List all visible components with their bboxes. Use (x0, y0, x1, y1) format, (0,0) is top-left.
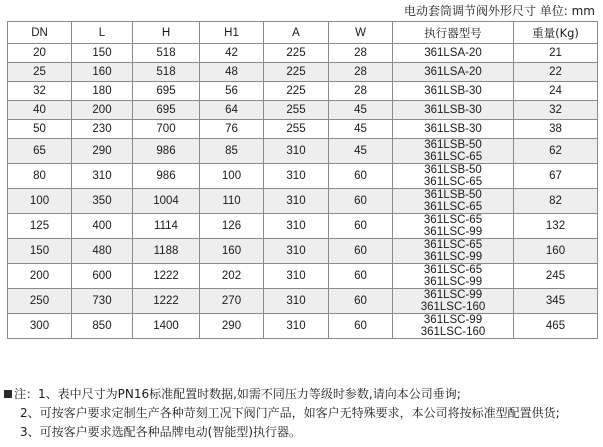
cell-a: 225 (264, 82, 329, 101)
header-w: W (329, 22, 393, 44)
cell-h1: 290 (200, 314, 264, 339)
cell-a: 225 (264, 63, 329, 82)
cell-w: 60 (329, 264, 393, 289)
cell-a: 310 (264, 314, 329, 339)
cell-a: 225 (264, 44, 329, 63)
cell-a: 310 (264, 264, 329, 289)
actuator-model-line: 361LSB-50 (424, 189, 482, 201)
actuator-model-line: 361LSB-50 (424, 139, 482, 151)
actuator-model-line: 361LSC-65 (423, 264, 483, 276)
table-row (8, 120, 598, 139)
note-line-2 (4, 404, 600, 423)
cell-a: 310 (264, 214, 329, 239)
actuator-model-line: 361LSC-65 (423, 214, 483, 226)
actuator-model-line: 361LSC-65 (423, 201, 483, 213)
actuator-model-line: 361LSC-160 (420, 326, 486, 338)
cell-l: 230 (72, 120, 133, 139)
cell-actuator-model (393, 189, 514, 214)
cell-h1: 42 (200, 44, 264, 63)
table-row (8, 63, 598, 82)
cell-w: 45 (329, 120, 393, 139)
header-h: H (133, 22, 200, 44)
cell-weight: 62 (514, 139, 598, 164)
cell-dn: 40 (8, 101, 72, 120)
cell-h1: 76 (200, 120, 264, 139)
cell-weight: 22 (514, 63, 598, 82)
cell-actuator-model (393, 120, 514, 139)
cell-h1: 160 (200, 239, 264, 264)
cell-w: 60 (329, 239, 393, 264)
cell-dn: 125 (8, 214, 72, 239)
cell-h: 1222 (133, 289, 200, 314)
actuator-model-line: 361LSC-65 (423, 151, 483, 163)
cell-actuator-model (393, 101, 514, 120)
cell-h1: 126 (200, 214, 264, 239)
actuator-model-line: 361LSC-99 (423, 251, 483, 263)
table-body (8, 44, 598, 339)
cell-l: 290 (72, 139, 133, 164)
cell-h1: 64 (200, 101, 264, 120)
square-bullet-icon (4, 390, 12, 398)
header-h1: H1 (200, 22, 264, 44)
cell-a: 310 (264, 164, 329, 189)
cell-l: 150 (72, 44, 133, 63)
cell-l: 600 (72, 264, 133, 289)
cell-dn: 300 (8, 314, 72, 339)
cell-l: 850 (72, 314, 133, 339)
cell-w: 45 (329, 101, 393, 120)
note-line-1 (4, 385, 600, 404)
table-row (8, 214, 598, 239)
cell-l: 180 (72, 82, 133, 101)
actuator-model-line: 361LSA-20 (424, 66, 482, 78)
actuator-model-line: 361LSB-30 (424, 123, 482, 135)
cell-w: 60 (329, 289, 393, 314)
actuator-model-line: 361LSC-65 (423, 176, 483, 188)
cell-actuator-model (393, 82, 514, 101)
cell-actuator-model (393, 63, 514, 82)
cell-l: 730 (72, 289, 133, 314)
cell-a: 310 (264, 189, 329, 214)
cell-l: 310 (72, 164, 133, 189)
cell-dn: 150 (8, 239, 72, 264)
cell-h1: 85 (200, 139, 264, 164)
actuator-model-line: 361LSC-99 (423, 289, 483, 301)
actuator-model-line: 361LSC-99 (423, 226, 483, 238)
table-row (8, 314, 598, 339)
cell-w: 60 (329, 164, 393, 189)
cell-actuator-model (393, 289, 514, 314)
cell-weight: 67 (514, 164, 598, 189)
cell-a: 310 (264, 289, 329, 314)
cell-weight: 245 (514, 264, 598, 289)
cell-weight: 160 (514, 239, 598, 264)
cell-dn: 80 (8, 164, 72, 189)
cell-weight: 38 (514, 120, 598, 139)
table-row (8, 101, 598, 120)
table-header (8, 22, 598, 44)
cell-a: 255 (264, 101, 329, 120)
cell-h: 1400 (133, 314, 200, 339)
cell-l: 160 (72, 63, 133, 82)
cell-dn: 100 (8, 189, 72, 214)
table-caption: 电动套筒调节阀外形尺寸 单位: mm (403, 4, 595, 18)
header-actuator-model: 执行器型号 (393, 22, 514, 44)
cell-dn: 250 (8, 289, 72, 314)
note-text-3: 3、可按客户要求选配各种品牌电动(智能型)执行器。 (20, 425, 302, 439)
cell-weight: 465 (514, 314, 598, 339)
table-row (8, 189, 598, 214)
table-row (8, 44, 598, 63)
note-text-2: 2、可按客户要求定制生产各种苛刻工况下阀门产品，如客户无特殊要求，本公司将按标准型配置供货; (20, 406, 560, 420)
cell-h: 518 (133, 63, 200, 82)
cell-dn: 200 (8, 264, 72, 289)
header-a: A (264, 22, 329, 44)
cell-weight: 21 (514, 44, 598, 63)
cell-actuator-model (393, 239, 514, 264)
header-l: L (72, 22, 133, 44)
cell-actuator-model (393, 164, 514, 189)
cell-h1: 48 (200, 63, 264, 82)
cell-w: 28 (329, 44, 393, 63)
header-weight: 重量(Kg) (514, 22, 598, 44)
cell-actuator-model (393, 214, 514, 239)
actuator-model-line: 361LSC-99 (423, 276, 483, 288)
cell-weight: 24 (514, 82, 598, 101)
actuator-model-line: 361LSA-20 (424, 47, 482, 59)
actuator-model-line: 361LSB-30 (424, 104, 482, 116)
cell-h: 695 (133, 82, 200, 101)
cell-h1: 110 (200, 189, 264, 214)
cell-a: 310 (264, 139, 329, 164)
cell-l: 400 (72, 214, 133, 239)
table-row (8, 264, 598, 289)
cell-dn: 65 (8, 139, 72, 164)
cell-actuator-model (393, 44, 514, 63)
cell-dn: 20 (8, 44, 72, 63)
cell-h1: 100 (200, 164, 264, 189)
cell-w: 28 (329, 82, 393, 101)
note-line-3 (4, 423, 600, 442)
actuator-model-line: 361LSC-65 (423, 239, 483, 251)
dimension-table (7, 21, 598, 339)
cell-actuator-model (393, 139, 514, 164)
cell-a: 255 (264, 120, 329, 139)
cell-dn: 50 (8, 120, 72, 139)
header-row (8, 22, 598, 44)
cell-h: 1222 (133, 264, 200, 289)
cell-w: 28 (329, 63, 393, 82)
table-row (8, 82, 598, 101)
note-text-1: 注：1、表中尺寸为PN16标准配置时数据,如需不同压力等级时参数,请向本公司垂询; (14, 387, 461, 401)
cell-dn: 25 (8, 63, 72, 82)
cell-weight: 82 (514, 189, 598, 214)
cell-w: 60 (329, 214, 393, 239)
cell-h1: 270 (200, 289, 264, 314)
cell-weight: 32 (514, 101, 598, 120)
cell-h: 1188 (133, 239, 200, 264)
cell-w: 60 (329, 314, 393, 339)
table-row (8, 289, 598, 314)
cell-a: 310 (264, 239, 329, 264)
cell-weight: 345 (514, 289, 598, 314)
header-dn: DN (8, 22, 72, 44)
cell-actuator-model (393, 264, 514, 289)
cell-w: 60 (329, 189, 393, 214)
table-row (8, 239, 598, 264)
cell-h: 986 (133, 164, 200, 189)
cell-h: 986 (133, 139, 200, 164)
actuator-model-line: 361LSC-160 (420, 301, 486, 313)
cell-h: 518 (133, 44, 200, 63)
cell-w: 45 (329, 139, 393, 164)
actuator-model-line: 361LSB-30 (424, 85, 482, 97)
cell-weight: 132 (514, 214, 598, 239)
cell-h: 1114 (133, 214, 200, 239)
cell-h: 1004 (133, 189, 200, 214)
cell-l: 480 (72, 239, 133, 264)
cell-l: 200 (72, 101, 133, 120)
cell-h1: 56 (200, 82, 264, 101)
notes-section (4, 385, 600, 442)
table-row (8, 139, 598, 164)
cell-h1: 202 (200, 264, 264, 289)
cell-h: 700 (133, 120, 200, 139)
table-row (8, 164, 598, 189)
cell-h: 695 (133, 101, 200, 120)
actuator-model-line: 361LSC-99 (423, 314, 483, 326)
actuator-model-line: 361LSB-50 (424, 164, 482, 176)
cell-l: 350 (72, 189, 133, 214)
cell-actuator-model (393, 314, 514, 339)
cell-dn: 32 (8, 82, 72, 101)
